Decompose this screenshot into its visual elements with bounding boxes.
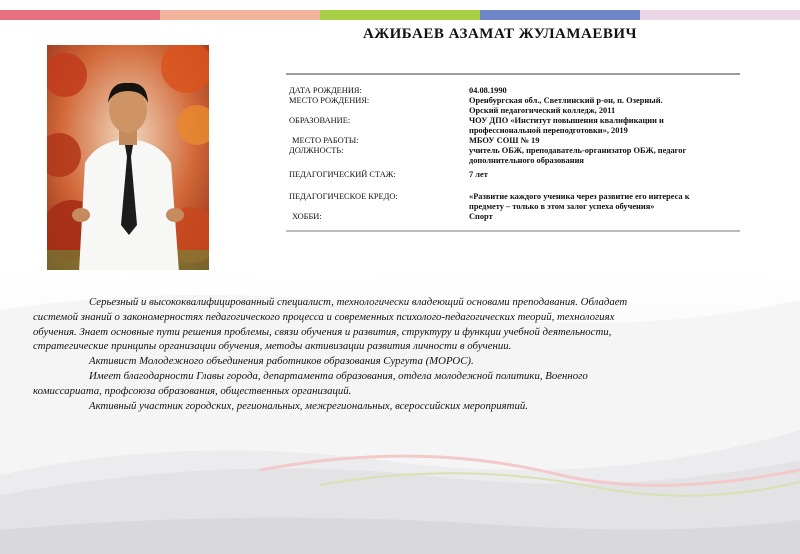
credo-label: ПЕДАГОГИЧЕСКОЕ КРЕДО: [289, 192, 398, 201]
credo-value [469, 192, 739, 212]
person-name: АЖИБАЕВ АЗАМАТ ЖУЛАМАЕВИЧ [362, 26, 638, 42]
birth-date-value: 04.08.1990 [469, 86, 507, 95]
experience-value: 7 лет [469, 170, 488, 179]
position-line1: учитель ОБЖ, преподаватель-организатор ОБЖ, педагог [469, 146, 687, 155]
top-divider [286, 73, 740, 75]
biography-text [33, 295, 744, 413]
stripe-peach [160, 10, 320, 20]
birth-date-label: ДАТА РОЖДЕНИЯ: [289, 86, 362, 95]
credo-line2: предмету – только в этом залог успеха обучения» [469, 202, 655, 211]
row-education [289, 116, 739, 136]
bio-line-5: Активист Молодежного объединения работников образования Сургута (МОРОС). [89, 355, 474, 368]
row-work [289, 136, 739, 146]
position-line2: дополнительного образования [469, 156, 584, 165]
bio-line-1: Серьезный и высококвалифицированный специалист, технологически владеющий основами преподавания. Обладает [89, 296, 628, 308]
color-stripe-bar [0, 10, 800, 20]
stripe-lilac [640, 10, 800, 20]
bio-line-7: комиссариата, профсоюза образования, общественных организаций. [33, 384, 352, 397]
birth-place-value: Оренбургская обл., Светлинский р-он, п. Озерный. [469, 96, 663, 105]
bio-line-2: системой знаний о закономерностях педагогического процесса и современных психолого-педагогических теорий, технологиях [33, 310, 615, 323]
row-hobby [289, 212, 739, 222]
credo-line1: «Развитие каждого ученика через развитие его интереса к [469, 192, 690, 201]
bottom-divider [286, 230, 740, 232]
hobby-label: ХОББИ: [292, 212, 322, 221]
education-institute-line2: профессиональной переподготовки», 2019 [469, 126, 628, 135]
stripe-pink [0, 10, 160, 20]
row-position [289, 146, 739, 166]
stripe-green [320, 10, 480, 20]
bio-line-4: стратегические принципы организации обучения, методы активизации развития личности в обучении. [33, 340, 512, 353]
work-label: МЕСТО РАБОТЫ: [292, 136, 359, 145]
info-table [289, 86, 739, 222]
bio-line-3: обучения. Знает основные пути решения проблемы, связи обучения и развития, структуру и функции учебной деятельности, [33, 325, 612, 338]
row-birth-date [289, 86, 739, 96]
education-college: Орский педагогический колледж, 2011 [469, 106, 616, 115]
row-credo [289, 192, 739, 212]
education-label: ОБРАЗОВАНИЕ: [289, 116, 351, 125]
experience-label: ПЕДАГОГИЧЕСКИЙ СТАЖ: [289, 170, 396, 179]
education-institute [469, 116, 739, 136]
bio-line-8: Активный участник городских, региональных, межрегиональных, всероссийских мероприятий. [89, 399, 528, 412]
bio-line-6: Имеет благодарности Главы города, департамента образования, отдела молодежной политики, Военного [89, 369, 588, 382]
birth-place-label: МЕСТО РОЖДЕНИЯ: [289, 96, 370, 105]
education-institute-line1: ЧОУ ДПО «Институт повышения квалификации и [469, 116, 664, 125]
row-birth-place [289, 96, 739, 106]
portrait-photo [47, 45, 209, 272]
row-edu1 [289, 106, 739, 116]
hobby-value: Спорт [469, 212, 493, 221]
stripe-blue [480, 10, 640, 20]
position-value [469, 146, 739, 166]
work-value: МБОУ СОШ № 19 [469, 136, 540, 145]
row-experience [289, 170, 739, 180]
position-label: ДОЛЖНОСТЬ: [289, 146, 344, 155]
